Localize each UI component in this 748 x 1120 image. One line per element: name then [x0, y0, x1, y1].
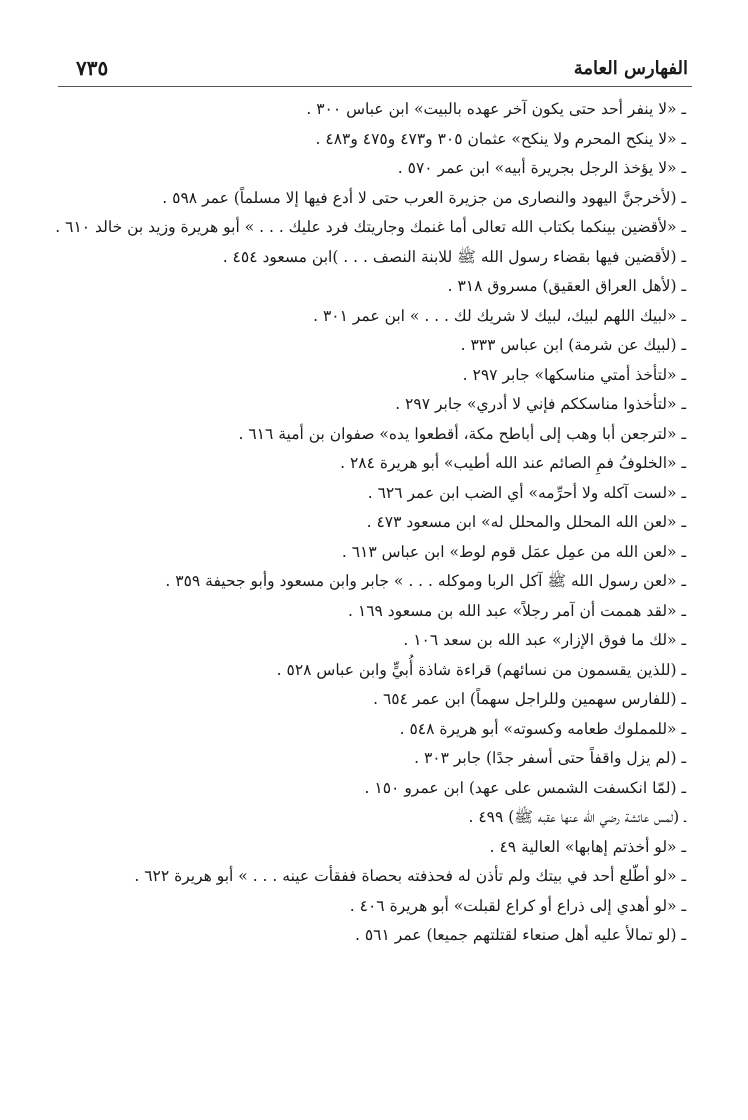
index-entry: ـ (لأقضين فيها بقضاء رسول الله ﷺ للابنة النصف . . . )ابن مسعود ٤٥٤ . — [222, 247, 686, 266]
index-entry: ـ (لو تمالأ عليه أهل صنعاء لقتلتهم جميعا) عمر ٥٦١ . — [355, 926, 686, 944]
index-entry: ـ «لا ينفر أحد حتى يكون آخر عهده بالبيت» ابن عباس ٣٠٠ . — [306, 100, 686, 118]
index-entry: ـ (لأهل العراق العقيق) مسروق ٣١٨ . — [447, 277, 686, 295]
index-entry: ـ (لأخرجنَّ اليهود والنصارى من جزيرة العرب حتى لا أدع فيها إلا مسلماً) عمر ٥٩٨ . — [162, 188, 686, 207]
index-entries-list — [40, 95, 686, 951]
index-entry: ـ «لست آكله ولا أحرِّمه» أي الضب ابن عمر ٦٢٦ . — [367, 483, 686, 502]
index-entry: ـ (لمّا انكسفت الشمس على عهد) ابن عمرو ١٥٠ . — [364, 778, 686, 797]
index-entry: ـ «لا يؤخذ الرجل بجريرة أبيه» ابن عمر ٥٧٠ . — [397, 159, 686, 177]
index-entry: ـ (للذين يقسمون من نسائهم) قراءة شاذة أُبيٍّ وابن عباس ٥٢٨ . — [276, 660, 686, 679]
index-entry: ـ «لتأخذ أمتي مناسكها» جابر ٢٩٧ . — [462, 365, 686, 384]
header-divider — [58, 86, 692, 87]
page-header — [60, 54, 688, 84]
index-entry: ـ «الخلوفُ فمِ الصائم عند الله أطيب» أبو هريرة ٢٨٤ . — [340, 454, 686, 472]
index-entry: ـ «لتأخذوا مناسككم فإني لا أدري» جابر ٢٩٧ . — [395, 395, 686, 413]
index-entry: ـ «لبيك اللهم لبيك، لبيك لا شريك لك . . . » ابن عمر ٣٠١ . — [313, 306, 686, 325]
index-entry: ـ «لعن الله من عمِل عمَل قوم لوط» ابن عباس ٦١٣ . — [341, 542, 686, 561]
index-entry: ـ (لمس عائشة رضي الله عنها عقبه ﷺ) ٤٩٩ . — [468, 808, 686, 826]
index-entry: ـ (لبيك عن شرمة) ابن عباس ٣٣٣ . — [460, 336, 686, 354]
index-entry: ـ «لترجعن أبا وهب إلى أباطح مكة، أقطعوا يده» صفوان بن أمية ٦١٦ . — [238, 424, 686, 443]
index-entry: ـ «لك ما فوق الإزار» عبد الله بن سعد ١٠٦ . — [403, 631, 686, 649]
index-entry: ـ «لو أخذتم إهابها» العالية ٤٩ . — [489, 837, 686, 856]
index-entry: ـ (للفارس سهمين وللراجل سهماً) ابن عمر ٦٥٤ . — [373, 690, 686, 708]
index-entry: ـ (لم يزل واقفاً حتى أسفر جدًا) جابر ٣٠٣ . — [414, 749, 686, 767]
page-number: ٧٣٥ — [76, 56, 109, 80]
header-title: الفهارس العامة — [573, 58, 688, 79]
index-entry: ـ «لعن رسول الله ﷺ آكل الربا وموكله . . . » جابر وابن مسعود وأبو جحيفة ٣٥٩ . — [165, 572, 686, 590]
index-entry: ـ «لا ينكح المحرم ولا ينكح» عثمان ٣٠٥ و٤٧٣ و٤٧٥ و٤٨٣ . — [315, 129, 686, 148]
index-entry: ـ «لو أهدي إلى ذراع أو كراع لقبلت» أبو هريرة ٤٠٦ . — [349, 896, 686, 915]
index-entry: ـ «لو أطّلع أحد في بيتك ولم تأذن له فحذفته بحصاة ففقأت عينه . . . » أبو هريرة ٦٢٢ . — [134, 867, 686, 885]
index-entry: ـ «لقد هممت أن آمر رجلاً» عبد الله بن مسعود ١٦٩ . — [348, 601, 686, 620]
index-entry: ـ «للمملوك طعامه وكسوته» أبو هريرة ٥٤٨ . — [399, 719, 686, 738]
index-entry: ـ «لعن الله المحلل والمحلل له» ابن مسعود ٤٧٣ . — [366, 513, 686, 531]
index-entry: ـ «لأقضين بينكما بكتاب الله تعالى أما غنمك وجاريتك فرد عليك . . . » أبو هريرة وزيد بن خالد ٦١٠ . — [55, 218, 686, 236]
